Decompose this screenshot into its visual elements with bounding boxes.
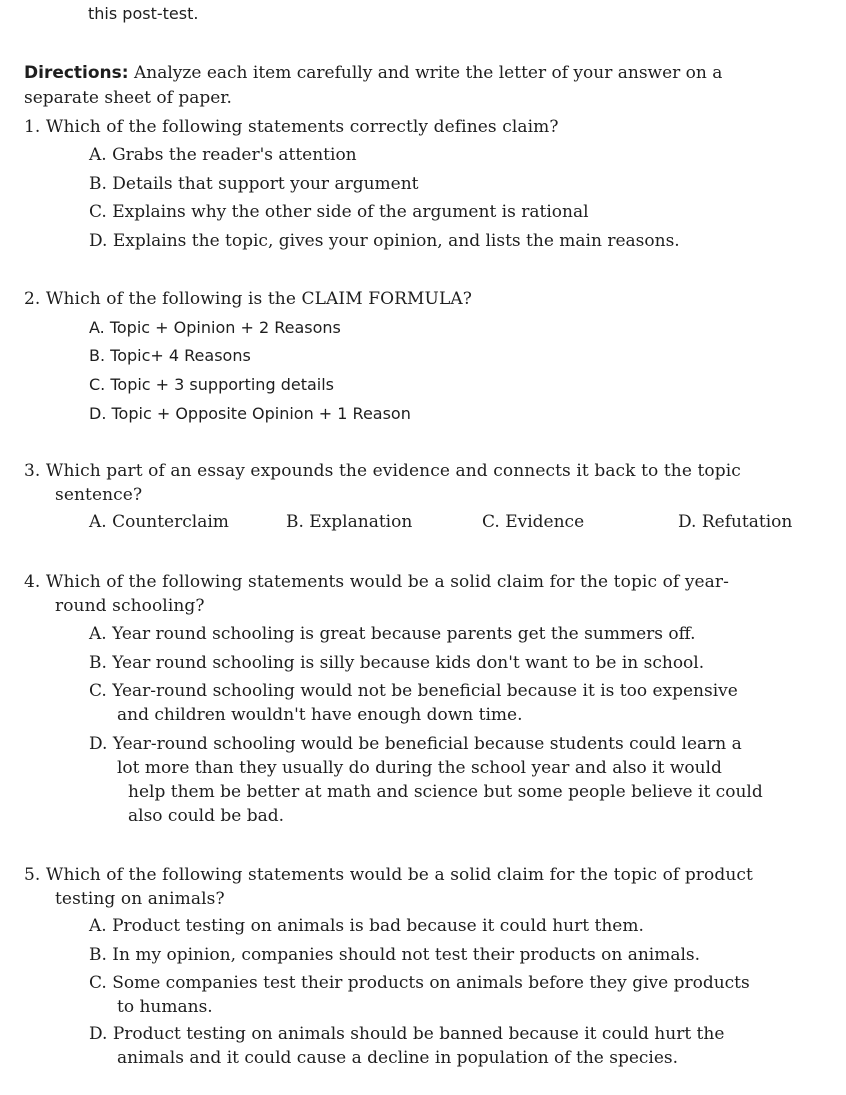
question-4-option-d-line1: D. Year-round schooling would be beneficial because students could learn a bbox=[89, 734, 742, 754]
question-5-stem-line1: 5. Which of the following statements would be a solid claim for the topic of product bbox=[24, 865, 753, 885]
question-5-stem bbox=[24, 863, 840, 911]
directions-text-line2: separate sheet of paper. bbox=[24, 88, 232, 108]
question-3-option-c: C. Evidence bbox=[482, 512, 585, 532]
question-4-stem-line2: round schooling? bbox=[55, 596, 205, 616]
question-2-option-b: B. Topic+ 4 Reasons bbox=[89, 346, 251, 365]
question-2-stem: 2. Which of the following is the CLAIM FORMULA? bbox=[24, 289, 472, 309]
question-3-option-d: D. Refutation bbox=[678, 512, 793, 532]
question-3-option-b: B. Explanation bbox=[286, 512, 413, 532]
directions bbox=[24, 61, 824, 111]
header-fragment: this post-test. bbox=[88, 4, 199, 23]
question-1-option-a: A. Grabs the reader's attention bbox=[89, 145, 357, 165]
question-1-option-d: D. Explains the topic, gives your opinion, and lists the main reasons. bbox=[89, 231, 680, 251]
question-1-stem: 1. Which of the following statements correctly defines claim? bbox=[24, 117, 559, 137]
question-2-option-c: C. Topic + 3 supporting details bbox=[89, 375, 334, 394]
question-3-stem-line1: 3. Which part of an essay expounds the evidence and connects it back to the topic bbox=[24, 461, 741, 481]
directions-text-line1: Analyze each item carefully and write the letter of your answer on a bbox=[128, 63, 723, 83]
question-1-option-b: B. Details that support your argument bbox=[89, 174, 419, 194]
question-4-stem bbox=[24, 570, 840, 618]
question-4-option-d-line4: also could be bad. bbox=[128, 806, 285, 826]
question-4-option-c bbox=[89, 679, 841, 727]
question-4-option-d-line2: lot more than they usually do during the school year and also it would bbox=[117, 758, 722, 778]
question-5-stem-line2: testing on animals? bbox=[55, 889, 225, 909]
question-4-option-a: A. Year round schooling is great because parents get the summers off. bbox=[89, 624, 696, 644]
question-5-option-a: A. Product testing on animals is bad because it could hurt them. bbox=[89, 916, 644, 936]
question-5-option-d-line2: animals and it could cause a decline in population of the species. bbox=[117, 1048, 679, 1068]
question-4-stem-line1: 4. Which of the following statements would be a solid claim for the topic of year- bbox=[24, 572, 729, 592]
question-5-option-d bbox=[89, 1022, 841, 1070]
directions-label: Directions: bbox=[24, 63, 129, 83]
question-5-option-c bbox=[89, 971, 841, 1019]
question-3-stem bbox=[24, 459, 840, 507]
question-5-option-b: B. In my opinion, companies should not test their products on animals. bbox=[89, 945, 701, 965]
question-1-option-c: C. Explains why the other side of the argument is rational bbox=[89, 202, 589, 222]
question-3-stem-line2: sentence? bbox=[55, 485, 143, 505]
question-2-option-d: D. Topic + Opposite Opinion + 1 Reason bbox=[89, 404, 411, 423]
question-4-option-c-line1: C. Year-round schooling would not be beneficial because it is too expensive bbox=[89, 681, 738, 701]
question-4-option-b: B. Year round schooling is silly because kids don't want to be in school. bbox=[89, 653, 705, 673]
question-5-option-c-line1: C. Some companies test their products on animals before they give products bbox=[89, 973, 750, 993]
question-4-option-c-line2: and children wouldn't have enough down time. bbox=[117, 705, 523, 725]
question-3-option-a: A. Counterclaim bbox=[89, 512, 229, 532]
question-5-option-c-line2: to humans. bbox=[117, 997, 213, 1017]
question-5-option-d-line1: D. Product testing on animals should be banned because it could hurt the bbox=[89, 1024, 725, 1044]
question-4-option-d bbox=[89, 732, 841, 828]
question-4-option-d-line3: help them be better at math and science but some people believe it could bbox=[128, 782, 763, 802]
question-2-option-a: A. Topic + Opinion + 2 Reasons bbox=[89, 318, 341, 337]
